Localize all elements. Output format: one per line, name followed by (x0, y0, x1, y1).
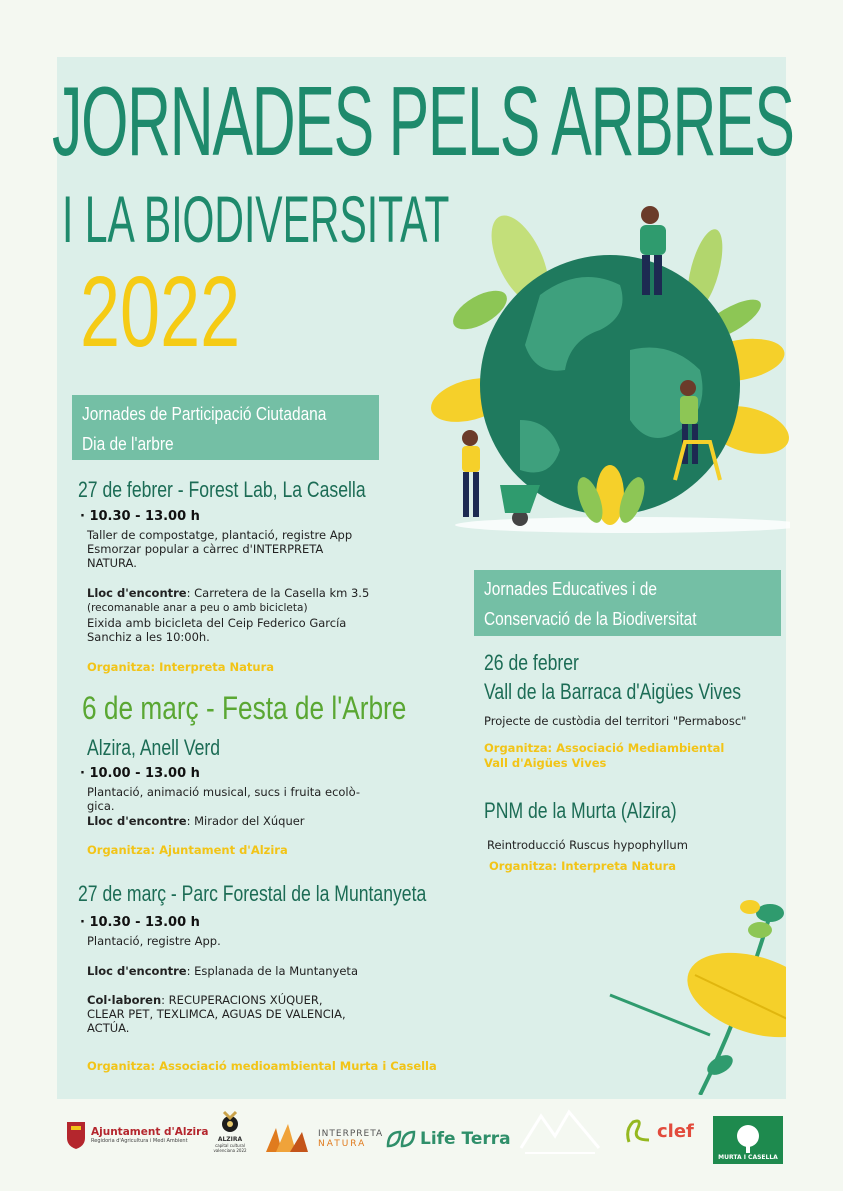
event3-collab (87, 993, 323, 1007)
event2-meet-label: Lloc d'encontre (87, 814, 187, 828)
event1-heading: 27 de febrer - Forest Lab, La Casella (78, 477, 366, 502)
alzira-emblem-icon (218, 1108, 242, 1136)
edu-event1-organizer1: Organitza: Associació Mediambiental (484, 741, 725, 755)
logo-mountains (519, 1108, 601, 1158)
edu-event1-desc: Projecte de custòdia del territori "Permabosc" (484, 714, 747, 728)
event1-meet2: (recomanable anar a peu o amb bicicleta) (87, 602, 308, 614)
logo-murta-name: MURTA I CASELLA (718, 1154, 778, 1161)
event2-subheading: Alzira, Anell Verd (87, 735, 221, 760)
event2-meet-value: : Mirador del Xúquer (186, 814, 305, 828)
event1-organizer: Organitza: Interpreta Natura (87, 660, 275, 674)
logo-alzira-name: ALZIRA (217, 1136, 243, 1143)
event3-meet-label: Lloc d'encontre (87, 964, 187, 978)
banner-participacio (72, 395, 379, 460)
banner-educatives-line2: Conservació de la Biodiversitat (484, 609, 697, 629)
event3-collab3: ACTÚA. (87, 1021, 130, 1035)
event2-desc1: Plantació, animació musical, sucs i fruita ecolò- (87, 785, 361, 799)
logo-alzira (205, 1108, 255, 1153)
event1-meet3: Eixida amb bicicleta del Ceip Federico García (87, 616, 347, 630)
edu-event1-heading1: 26 de febrer (484, 650, 579, 675)
event1-meet-value: : Carretera de la Casella km 3.5 (186, 586, 370, 600)
logo-lifeterra-name: Life Terra (420, 1129, 511, 1149)
event2-meet (87, 814, 305, 828)
title-year: 2022 (80, 256, 241, 368)
banner-participacio-line1: Jornades de Participació Ciutadana (82, 404, 327, 424)
event3-collab-value: : RECUPERACIONS XÚQUER, (161, 993, 323, 1007)
event1-meet (87, 586, 369, 600)
logo-interpreta-line2: NATURA (318, 1139, 367, 1149)
logo-murta (713, 1116, 783, 1164)
leaf-decoration (600, 895, 786, 1095)
event3-collab-label: Col·laboren (87, 993, 162, 1007)
logo-lifeterra (384, 1128, 511, 1150)
logo-clef (623, 1116, 694, 1146)
logos-row (57, 1108, 786, 1168)
event1-desc3: NATURA. (87, 556, 137, 570)
coat-of-arms-icon (65, 1120, 87, 1150)
edu-event1-organizer2: Vall d'Aigües Vives (484, 756, 607, 770)
clef-swirl-icon (623, 1116, 653, 1146)
banner-educatives-line1: Jornades Educatives i de (484, 579, 657, 599)
logo-alzira-sub2: valenciana 2022 (213, 1148, 247, 1153)
event2-time: · 10.00 - 13.00 h (80, 766, 200, 781)
edu-event2-desc: Reintroducció Ruscus hypophyllum (487, 838, 688, 852)
leaf-outline-icon (384, 1128, 418, 1150)
event1-meet-label: Lloc d'encontre (87, 586, 187, 600)
logo-ajuntament (65, 1120, 208, 1150)
logo-ajuntament-sub: Regidoria d'Agricultura i Medi Ambient (91, 1138, 188, 1144)
edu-event2-organizer: Organitza: Interpreta Natura (489, 859, 677, 873)
logo-ajuntament-name: Ajuntament d'Alzira (91, 1126, 209, 1138)
tree-icon (723, 1124, 773, 1154)
event1-meet4: Sanchiz a les 10:00h. (87, 630, 210, 644)
event1-desc2: Esmorzar popular a càrrec d'INTERPRETA (87, 542, 324, 556)
event3-meet (87, 964, 358, 978)
event1-time: · 10.30 - 13.00 h (80, 509, 200, 524)
event3-heading: 27 de març - Parc Forestal de la Muntanyeta (78, 881, 427, 906)
leaves-icon (262, 1122, 310, 1156)
globe-illustration (430, 200, 790, 535)
mountains-icon (519, 1108, 601, 1158)
logo-interpreta-line1: INTERPRETA (318, 1129, 384, 1139)
title-line1: JORNADES PELS ARBRES (52, 66, 794, 176)
event2-organizer: Organitza: Ajuntament d'Alzira (87, 843, 288, 857)
banner-participacio-line2: Dia de l'arbre (82, 434, 174, 454)
logo-interpreta (262, 1122, 383, 1156)
edu-event1-heading2: Vall de la Barraca d'Aigües Vives (484, 679, 742, 704)
event2-desc2: gica. (87, 799, 115, 813)
logo-alzira-sub1: capital cultural (215, 1143, 245, 1148)
event2-heading: 6 de març - Festa de l'Arbre (82, 690, 407, 726)
title-line2: I LA BIODIVERSITAT (62, 182, 450, 256)
event3-organizer: Organitza: Associació medioambiental Murta i Casella (87, 1059, 437, 1073)
logo-clef-name: clef (657, 1120, 694, 1142)
event3-collab2: CLEAR PET, TEXLIMCA, AGUAS DE VALENCIA, (87, 1007, 346, 1021)
banner-educatives (474, 570, 781, 636)
event1-desc1: Taller de compostatge, plantació, registre App (87, 528, 353, 542)
event3-desc1: Plantació, registre App. (87, 934, 221, 948)
event3-time: · 10.30 - 13.00 h (80, 915, 200, 930)
edu-event2-heading: PNM de la Murta (Alzira) (484, 798, 677, 823)
event3-meet-value: : Esplanada de la Muntanyeta (186, 964, 358, 978)
